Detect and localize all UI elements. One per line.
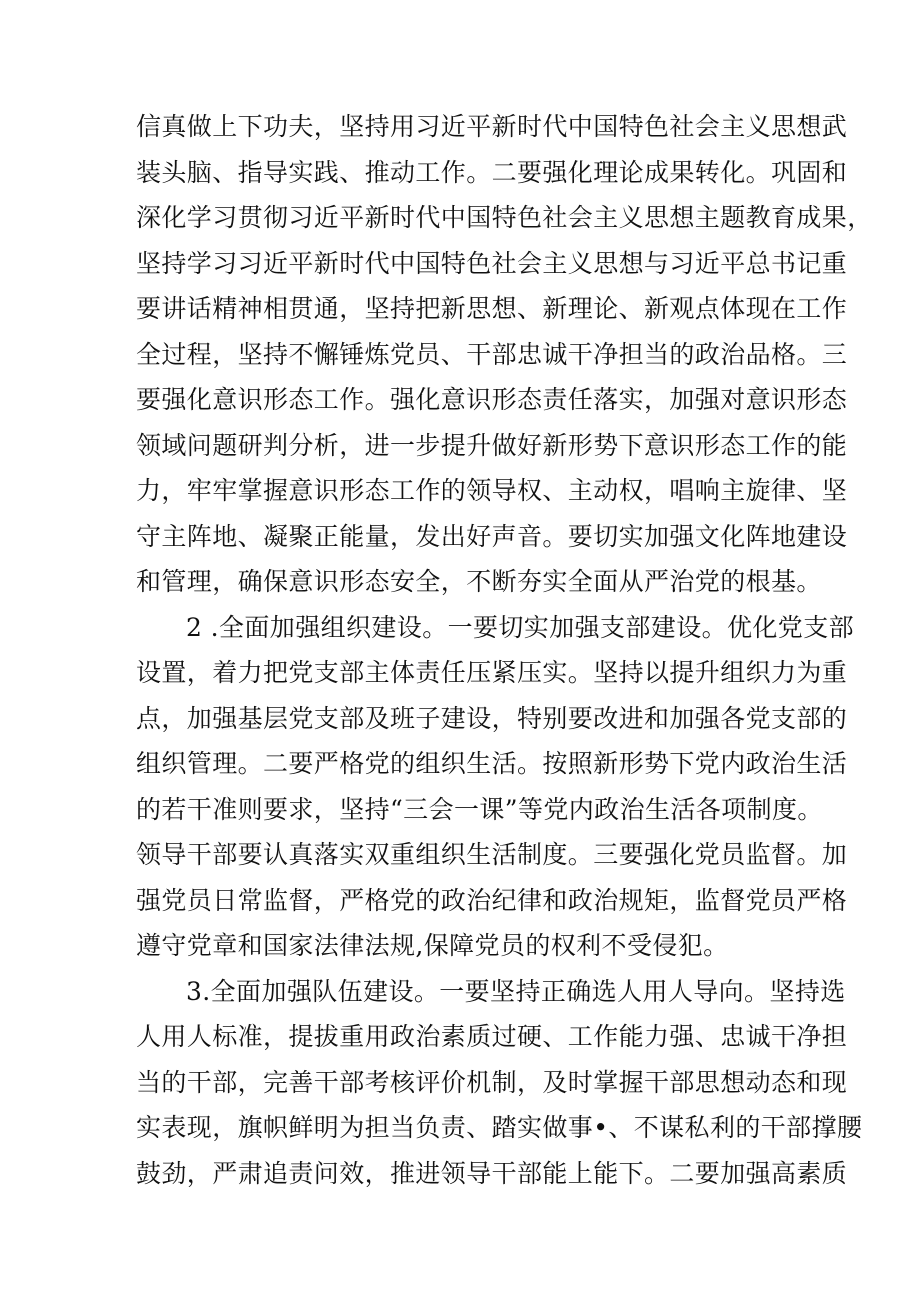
text-line: 要讲话精神相贯通，坚持把新思想、新理论、新观点体现在工作	[136, 294, 848, 323]
document-body	[136, 104, 873, 1196]
text-line: 要强化意识形态工作。强化意识形态责任落实，加强对意识形态	[136, 385, 848, 414]
text-line: 鼓劲，严肃追责问效，推进领导干部能上能下。二要加强高素质	[136, 1158, 848, 1188]
text-line: 当的干部，完善干部考核评价机制，及时掌握干部思想动态和现	[136, 1067, 848, 1097]
text-line: 深化学习贯彻习近平新时代中国特色社会主义思想主题教育成果，	[136, 203, 873, 232]
text-line: 点，加强基层党支部及班子建设，特别要改进和加强各党支部的	[136, 703, 848, 733]
paragraph-2-heading-line: 2 .全面加强组织建设。一要切实加强支部建设。优化党支部	[186, 612, 855, 642]
text-line: 人用人标准，提拔重用政治素质过硬、工作能力强、忠诚干净担	[136, 1022, 848, 1051]
text-line: 守主阵地、凝聚正能量，发出好声音。要切实加强文化阵地建设	[136, 521, 848, 551]
text-line: 组织管理。二要严格党的组织生活。按照新形势下党内政治生活	[136, 749, 848, 778]
text-line: 的若干准则要求，坚持“三会一课”等党内政治生活各项制度。	[136, 794, 823, 824]
text-line: 装头脑、指导实践、推动工作。二要强化理论成果转化。巩固和	[136, 157, 848, 187]
text-line: 实表现，旗帜鲜明为担当负责、踏实做事•、不谋私利的干部撑腰	[136, 1113, 863, 1142]
text-line: 坚持学习习近平新时代中国特色社会主义思想与习近平总书记重	[136, 248, 848, 278]
text-line: 领域问题研判分析，进一步提升做好新形势下意识形态工作的能	[136, 430, 848, 460]
text-line: 强党员日常监督，严格党的政治纪律和政治规矩，监督党员严格	[136, 885, 848, 915]
text-line: 力，牢牢掌握意识形态工作的领导权、主动权，唱响主旋律、坚	[136, 476, 848, 505]
text-line: 信真做上下功夫，坚持用习近平新时代中国特色社会主义思想武	[136, 112, 848, 141]
paragraph-3-heading-line: 3.全面加强队伍建设。一要坚持正确选人用人导向。坚持选	[186, 976, 846, 1006]
text-line: 遵守党章和国家法律法规,保障党员的权利不受侵犯。	[136, 931, 729, 960]
text-line: 领导干部要认真落实双重组织生活制度。三要强化党员监督。加	[136, 840, 848, 869]
text-line: 设置，着力把党支部主体责任压紧压实。坚持以提升组织力为重	[136, 658, 848, 687]
text-line: 和管理，确保意识形态安全，不断夯实全面从严治党的根基。	[136, 567, 822, 596]
text-line: 全过程，坚持不懈锤炼党员、干部忠诚干净担当的政治品格。三	[136, 339, 848, 369]
